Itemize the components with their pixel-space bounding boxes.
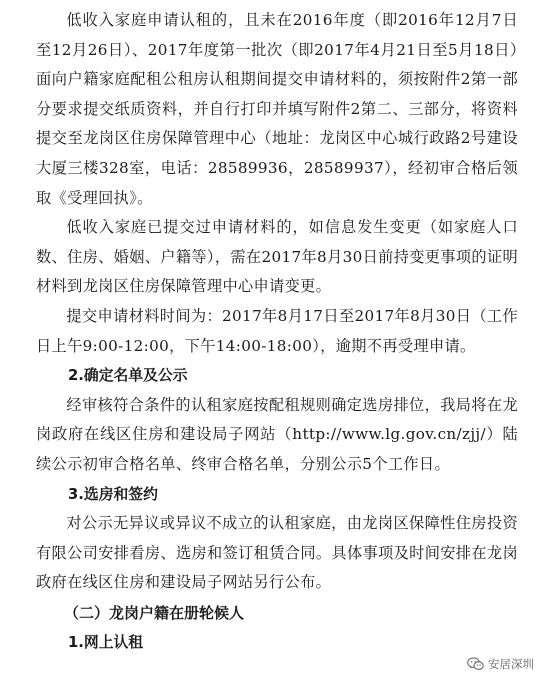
paragraph-info-change: 低收入家庭已提交过申请材料的，如信息发生变更（如家庭人口数、住房、婚姻、户籍等），需在2017年8月30日前持变更事项的证明材料到龙岗区住房保障管理中心申请变更。 xyxy=(36,218,519,296)
paragraph-application-intro: 低收入家庭申请认租的，且未在2016年度（即2016年12月7日至12月26日）、2017年度第一批次（即2017年4月21日至5月18日）面向户籍家庭配租公租房认租期间提交申请材料的，须按附件2第一部分要求提交纸质资料，并自行打印并填写附件2第二、三部分，将资料提交至龙岗区住房保障管理中心（地址：龙岗区中心城行政路2号建设大厦三楼328室，电话：28589936，28589937），经初审合格后领取《受理回执》。 xyxy=(36,11,518,207)
paragraph-submission-time: 提交申请材料时间为：2017年8月17日至2017年8月30日（工作日上午9:00-12:00，下午14:00-18:00），逾期不再受理申请。 xyxy=(36,306,518,355)
paragraph-selection-signing: 对公示无异议或异议不成立的认租家庭，由龙岗区保障性住房投资有限公司安排看房、选房和签订租赁合同。具体事项及时间安排在龙岗政府在线区住房和建设局子网站另行公布。 xyxy=(36,514,518,592)
section-heading-online-application: 1.网上认租 xyxy=(68,633,144,651)
section-heading-confirm-list: 2.确定名单及公示 xyxy=(68,367,188,385)
wechat-icon xyxy=(467,657,484,671)
paragraph-confirm-list: 经审核符合条件的认租家庭按配租规则确定选房排位，我局将在龙岗政府在线区住房和建设局子网站（http://www.lg.gov.cn/zjj/）陆续公示初审合格名单、终审合格名单，分别公示5个工作日。 xyxy=(36,395,518,473)
watermark-text: 安居深圳 xyxy=(488,657,534,671)
watermark xyxy=(467,656,534,672)
part-heading-registered-waitlist: （二）龙岗户籍在册轮候人 xyxy=(64,603,245,622)
section-heading-selection-signing: 3.选房和签约 xyxy=(68,485,158,503)
